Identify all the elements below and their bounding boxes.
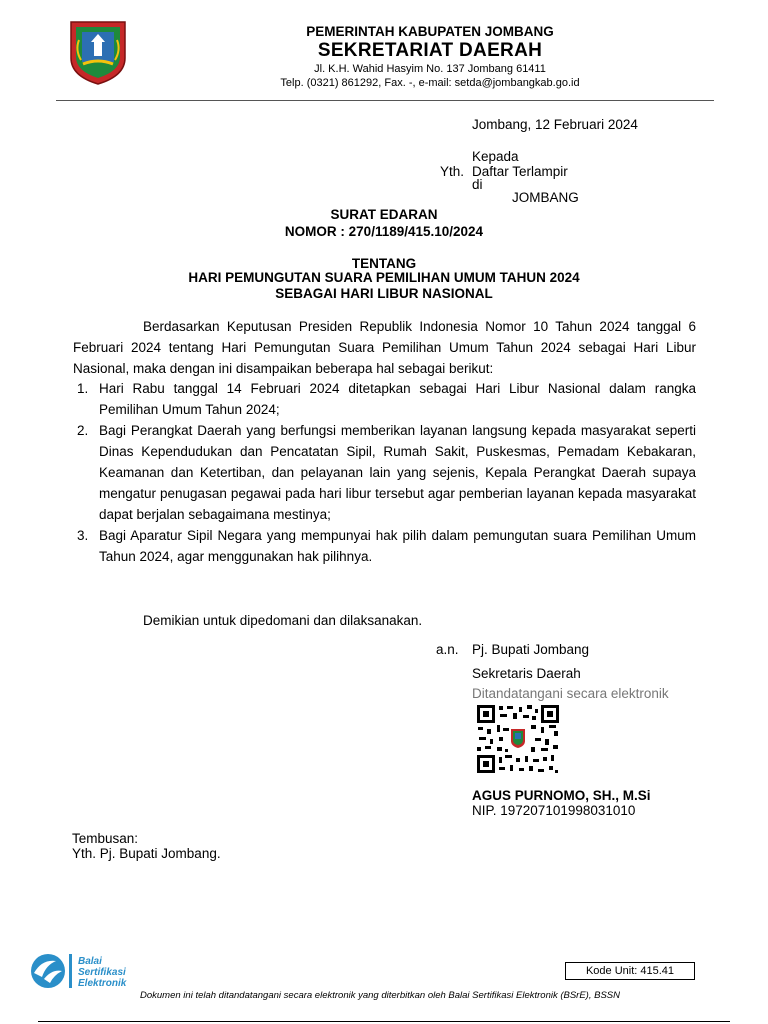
signatory-nip: NIP. 197207101998031010 (472, 803, 636, 818)
cc-item: Yth. Pj. Bupati Jombang. (72, 846, 221, 861)
instruction-list (73, 378, 696, 567)
svg-text:Sertifikasi: Sertifikasi (78, 967, 126, 978)
letterhead-divider (56, 100, 714, 101)
e-signature-footer-note: Dokumen ini telah ditandatangani secara elektronik yang diterbitkan oleh Balai Sertifikasi Elektronik (BSrE), BSSN (140, 990, 620, 1001)
recipient-yth: Yth. (440, 164, 465, 179)
signatory-name: AGUS PURNOMO, SH., M.Si (472, 788, 651, 803)
recipient-di: di (472, 177, 483, 192)
subject-line-2: SEBAGAI HARI LIBUR NASIONAL (275, 286, 493, 301)
signature-position: Sekretaris Daerah (472, 666, 581, 681)
bsre-logo (26, 951, 176, 991)
intro-paragraph: Berdasarkan Keputusan Presiden Republik Indonesia Nomor 10 Tahun 2024 tanggal 6 Februari 2024 tentang Hari Pemungutan Suara Pemilihan Umum Tahun 2024 sebagai Hari Libur Nasional, maka dengan ini disampaikan beberapa hal sebagai berikut: (73, 319, 696, 376)
office-contact: Telp. (0321) 861292, Fax. -, e-mail: setda@jombangkab.go.id (280, 77, 580, 89)
letterhead (230, 24, 630, 90)
list-item: 1. Hari Rabu tanggal 14 Februari 2024 ditetapkan sebagai Hari Libur Nasional dalam rangka Pemilihan Umum Tahun 2024; (77, 381, 696, 417)
svg-text:Balai: Balai (78, 956, 102, 967)
recipient-city: JOMBANG (512, 190, 579, 205)
place-date: Jombang, 12 Februari 2024 (472, 117, 638, 132)
subject-label: TENTANG (351, 256, 417, 271)
office-name: SEKRETARIAT DAERAH (317, 40, 543, 61)
document-number: NOMOR : 270/1189/415.10/2024 (284, 224, 484, 239)
signature-on-behalf: Pj. Bupati Jombang (472, 642, 590, 657)
document-type: SURAT EDARAN (330, 207, 438, 222)
footer-divider (38, 1021, 730, 1022)
regency-emblem-logo (65, 18, 131, 86)
office-address: Jl. K.H. Wahid Hasyim No. 137 Jombang 61411 (314, 63, 546, 75)
recipient-kepada: Kepada (472, 149, 519, 164)
list-item: 2. Bagi Perangkat Daerah yang berfungsi memberikan layanan langsung kepada masyarakat seperti Dinas Kependudukan dan Pencatatan Sipil, Rumah Sakit, Puskesmas, Pemadam Kebakaran, Keamanan dan Ketertiban, dan pelayanan lain yang sejenis, Kepala Perangkat Daerah supaya mengatur penugasan pegawai pada hari libur tersebut agar pemberian layanan kepada masyarakat dapat berjalan sebagaimana mestinya; (77, 423, 696, 522)
government-name: PEMERINTAH KABUPATEN JOMBANG (306, 24, 554, 39)
closing-sentence: Demikian untuk dipedomani dan dilaksanakan. (143, 613, 423, 628)
subject-line-1: HARI PEMUNGUTAN SUARA PEMILIHAN UMUM TAHUN 2024 (188, 270, 580, 285)
unit-code-box: Kode Unit: 415.41 (565, 962, 695, 980)
signature-qr-code (475, 703, 561, 775)
cc-label: Tembusan: (72, 831, 139, 846)
svg-text:Elektronik: Elektronik (78, 978, 127, 989)
recipient-name: Daftar Terlampir (472, 164, 568, 179)
signature-an: a.n. (436, 642, 459, 657)
e-signature-note: Ditandatangani secara elektronik (472, 686, 669, 701)
list-item: 3. Bagi Aparatur Sipil Negara yang mempunyai hak pilih dalam pemungutan suara Pemilihan Umum Tahun 2024, agar menggunakan hak pilihnya. (77, 528, 696, 564)
